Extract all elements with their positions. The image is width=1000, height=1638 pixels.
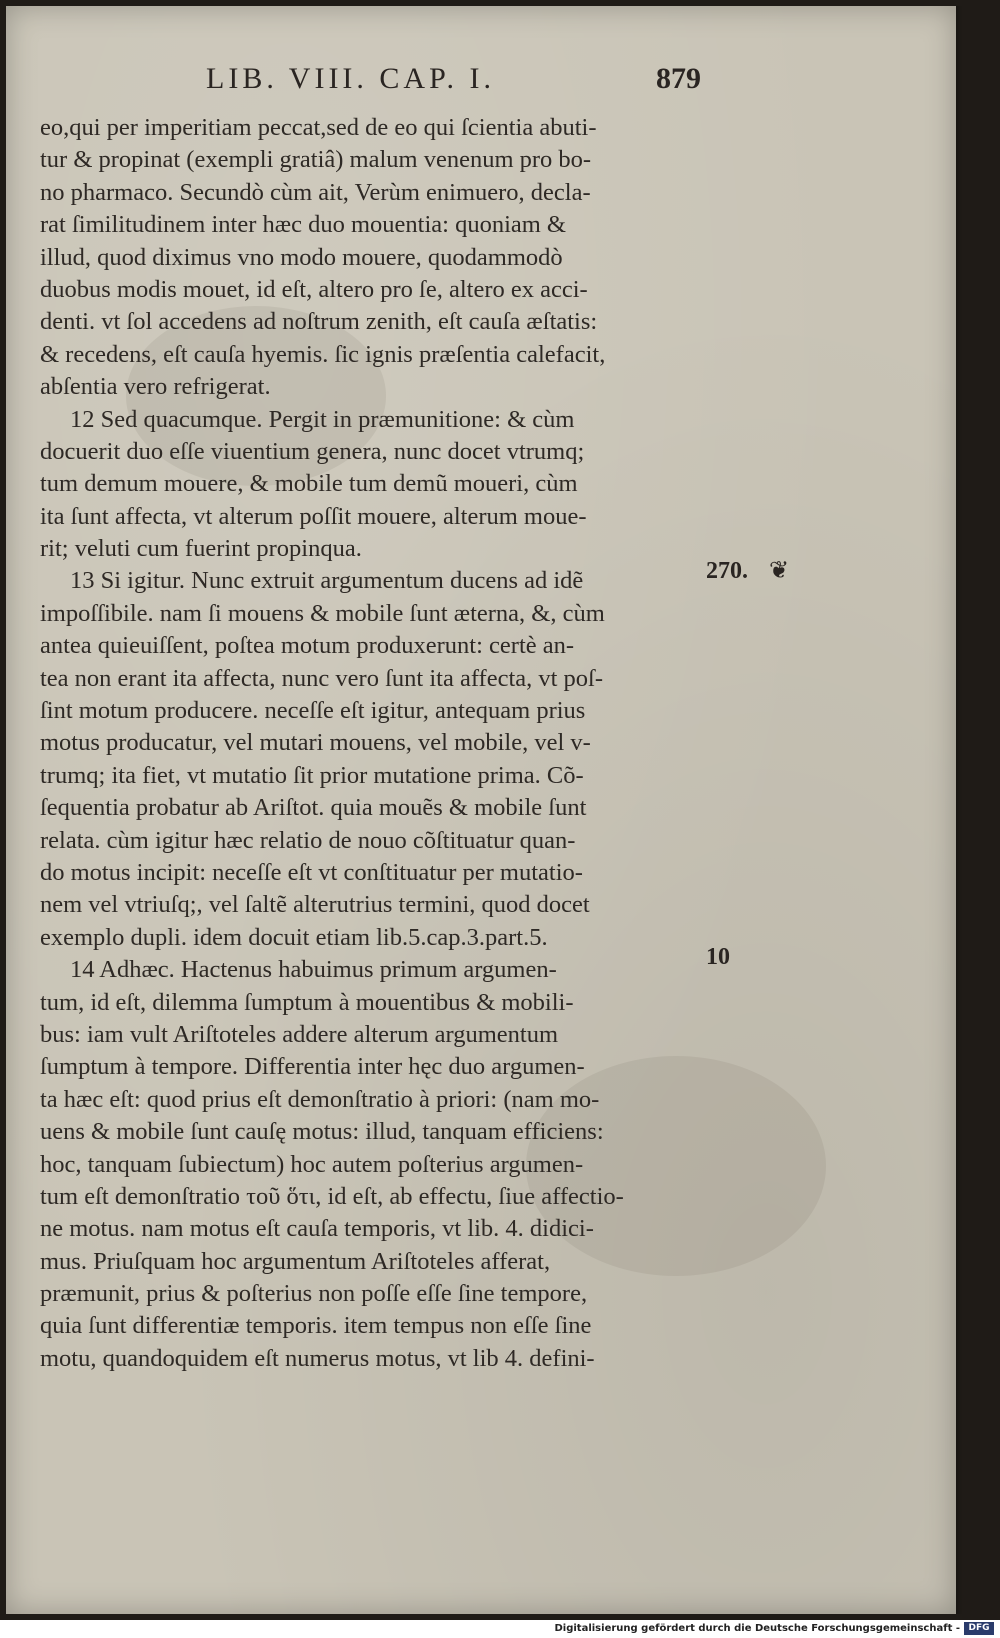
page-edge-shadow (956, 6, 962, 1614)
text-line: ſumptum à tempore. Differentia inter hęc duo argumen- (40, 1053, 585, 1081)
text-line: rat ſimilitudinem inter hæc duo mouentia: quoniam & (40, 211, 566, 239)
footer-credit: Digitalisierung gefördert durch die Deutsche Forschungsgemeinschaft - (554, 1623, 960, 1634)
text-line: ta hæc eſt: quod prius eſt demonſtratio à priori: (nam mo- (40, 1085, 600, 1113)
text-line: uens & mobile ſunt cauſę motus: illud, tanquam efficiens: (40, 1118, 604, 1146)
text-line: motus producatur, vel mutari mouens, vel mobile, vel v- (40, 729, 591, 757)
text-line: motu, quandoquidem eſt numerus motus, vt lib 4. defini- (40, 1344, 595, 1372)
text-line: trumq; ita fiet, vt mutatio ſit prior mutatione prima. Cõ- (40, 761, 584, 789)
text-line: duobus modis mouet, id eſt, altero pro ſe, altero ex acci- (40, 275, 588, 303)
text-line: 14 Adhæc. Hactenus habuimus primum argumen- (70, 956, 557, 984)
text-line: tea non erant ita affecta, nunc vero ſunt ita affecta, vt poſ- (40, 664, 604, 692)
text-line: rit; veluti cum fuerint propinqua. (40, 535, 362, 563)
text-line: abſentia vero refrigerat. (40, 373, 271, 401)
text-line: tum eſt demonſtratio τοῦ ὅτι, id eſt, ab effectu, ſiue affectio- (40, 1182, 624, 1210)
text-line: ſequentia probatur ab Ariſtot. quia mouẽs & mobile ſunt (40, 794, 587, 822)
text-line: no pharmaco. Secundò cùm ait, Verùm enimuero, decla- (40, 178, 591, 206)
text-line: ſint motum producere. neceſſe eſt igitur, antequam prius (40, 697, 586, 725)
text-line: docuerit duo eſſe viuentium genera, nunc docet vtrumq; (40, 437, 585, 465)
text-line: relata. cùm igitur hæc relatio de nouo cõſtituatur quan- (40, 826, 576, 854)
text-line: eo,qui per imperitiam peccat,sed de eo qui ſcientia abuti- (40, 114, 597, 141)
text-line: quia ſunt differentiæ temporis. item tempus non eſſe ſine (40, 1312, 592, 1340)
text-line: illud, quod diximus vno modo mouere, quodammodò (40, 243, 563, 271)
text-line: & recedens, eſt cauſa hyemis. ſic ignis præſentia calefacit, (40, 340, 606, 368)
fleuron-icon: ❦ (769, 558, 790, 584)
text-line: tum, id eſt, dilemma ſumptum à mouentibus & mobili- (40, 988, 574, 1016)
running-title: LIB. VIII. CAP. I. (206, 62, 495, 95)
text-line: ita ſunt affecta, vt alterum poſſit mouere, alterum moue- (40, 502, 587, 530)
book-page (6, 6, 956, 1614)
text-line: tur & propinat (exempli gratiâ) malum venenum pro bo- (40, 146, 592, 174)
text-line: antea quieuiſſent, poſtea motum produxerunt: certè an- (40, 632, 575, 660)
dfg-logo: DFG (964, 1622, 994, 1635)
page-number: 879 (656, 62, 701, 95)
text-line: ne motus. nam motus eſt cauſa temporis, vt lib. 4. didici- (40, 1215, 594, 1243)
text-line: do motus incipit: neceſſe eſt vt conſtituatur per mutatio- (40, 858, 583, 886)
text-line: præmunit, prius & poſterius non poſſe eſſe ſine tempore, (40, 1280, 588, 1308)
text-line: mus. Priuſquam hoc argumentum Ariſtoteles afferat, (40, 1247, 551, 1275)
text-line: bus: iam vult Ariſtoteles addere alterum argumentum (40, 1020, 559, 1048)
text-line: hoc, tanquam ſubiectum) hoc autem poſterius argumen- (40, 1150, 584, 1178)
text-line: impoſſibile. nam ſi mouens & mobile ſunt æterna, &, cùm (40, 599, 605, 627)
margin-note-10: 10 (706, 944, 730, 970)
text-line: exemplo dupli. idem docuit etiam lib.5.cap.3.part.5. (40, 923, 548, 951)
text-line: tum demum mouere, & mobile tum demũ moueri, cùm (40, 470, 578, 498)
text-line: 12 Sed quacumque. Pergit in præmunitione: & cùm (70, 405, 575, 433)
margin-note-270: 270. (706, 558, 748, 584)
text-line: 13 Si igitur. Nunc extruit argumentum ducens ad idẽ (70, 567, 584, 595)
body-text (40, 112, 700, 1375)
digitization-footer (0, 1620, 1000, 1638)
text-line: nem vel vtriuſq;, vel ſaltẽ alterutrius termini, quod docet (40, 891, 590, 919)
text-line: denti. vt ſol accedens ad noſtrum zenith, eſt cauſa æſtatis: (40, 308, 598, 336)
